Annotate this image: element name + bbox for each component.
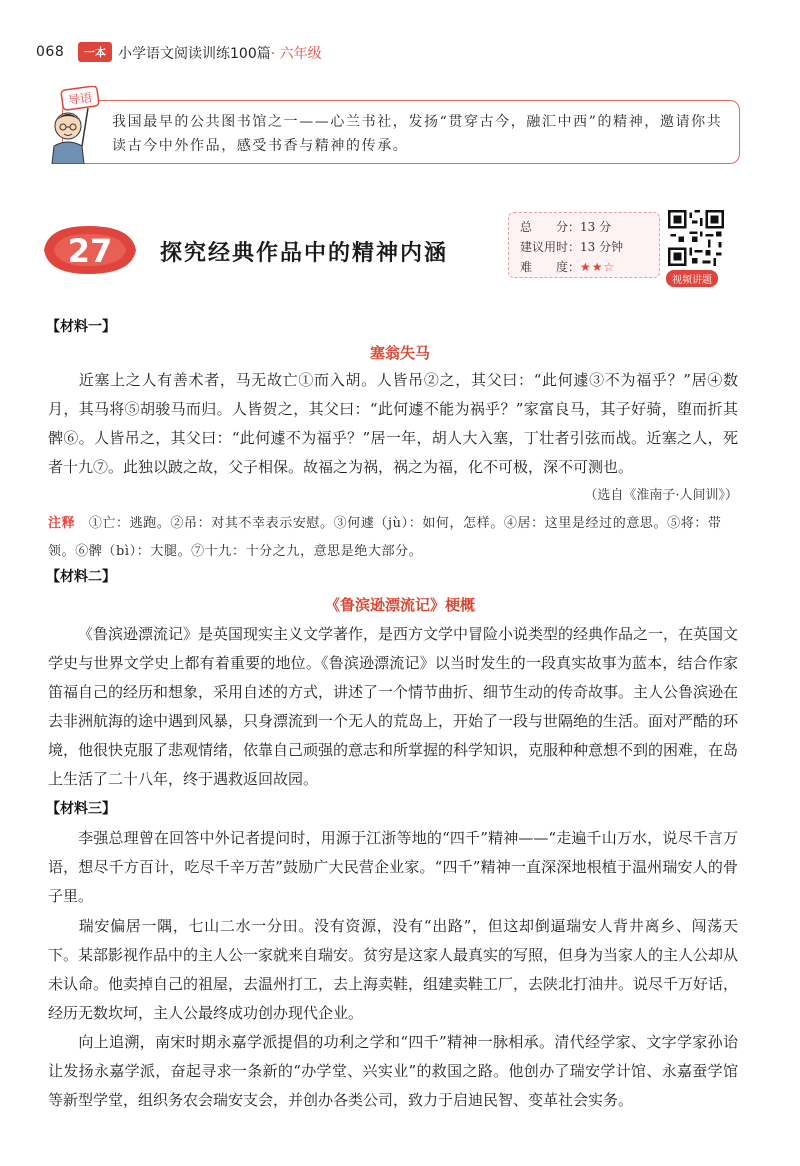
lesson-title: 探究经典作品中的精神内涵	[160, 241, 449, 266]
teacher-avatar-icon	[46, 86, 104, 164]
material2-text	[48, 620, 738, 794]
material1-notes	[48, 510, 738, 566]
time-line: 建议用时：13 分钟	[520, 240, 624, 254]
qr-code-icon[interactable]	[668, 210, 724, 266]
material3-paragraph-2-text: 瑞安偏居一隅，七山二水一分田。没有资源，没有“出路”，但这却倒逼瑞安人背井离乡、闯荡天下。某部影视作品中的主人公一家就来自瑞安。贫穷是这家人最真实的写照，但身为当家人的主人公却从未认命。他卖掉自己的祖屋，去温州打工，去上海卖鞋，组建卖鞋工厂，去陕北打油井。说尽千万好话，经历无数坎坷，主人公最终成功创办现代企业。	[48, 917, 739, 1022]
material3-paragraph-1-text: 李强总理曾在回答中外记者提问时，用源于江浙等地的“四千”精神——“走遍千山万水，说尽千言万语，想尽千方百计，吃尽千辛万苦”鼓励广大民营企业家。“四千”精神一直深深地根植于温州瑞安人的骨子里。	[48, 829, 738, 905]
material1-text-body: 近塞上之人有善术者，马无故亡①而入胡。人皆吊②之，其父曰：“此何遽③不为福乎？”居④数月，其马将⑤胡骏马而归。人皆贺之，其父曰：“此何遽不能为祸乎？”家富良马，其子好骑，堕而折其髀⑥。人皆吊之，其父曰：“此何遽不为福乎？”居一年，胡人大入塞，丁壮者引弦而战。近塞之人，死者十九⑦。此独以跛之故，父子相保。故福之为祸，祸之为福，化不可极，深不可测也。	[48, 371, 738, 476]
note-label: 注释	[48, 516, 76, 531]
lesson-number-badge	[40, 222, 140, 278]
material3-label: 【材料三】	[46, 801, 116, 817]
book-title	[118, 43, 322, 63]
material1-source: （选自《淮南子·人间训》）	[584, 488, 738, 503]
page-number: 068	[36, 44, 65, 60]
material3-paragraph-1	[48, 824, 738, 911]
material1-title: 塞翁失马	[369, 344, 430, 362]
book-title-text: 小学语文阅读训练100篇	[118, 46, 271, 62]
lesson-number: 27	[67, 232, 113, 270]
material2-label: 【材料二】	[46, 569, 116, 585]
guide-label: 导语	[67, 90, 94, 108]
material2-text-body: 《鲁滨逊漂流记》是英国现实主义文学著作，是西方文学中冒险小说类型的经典作品之一，在英国文学史与世界文学史上都有着重要的地位。《鲁滨逊漂流记》以当时发生的一段真实故事为蓝本，结合作家笛福自己的经历和想象，采用自述的方式，讲述了一个情节曲折、细节生动的传奇故事。主人公鲁滨逊在去非洲航海的途中遇到风暴，只身漂流到一个无人的荒岛上，开始了一段与世隔绝的生活。面对严酷的环境，他很快克服了悲观情绪，依靠自己顽强的意志和所掌握的科学知识，克服种种意想不到的困难，在岛上生活了二十八年，终于遇救返回故园。	[48, 625, 739, 788]
difficulty-label: 难 度：	[520, 260, 581, 274]
notes-text: ①亡：逃跑。②吊：对其不幸表示安慰。③何遽（jù）：如何，怎样。④居：这里是经过的意思。⑤将：带领。⑥髀（bì）：大腿。⑦十九：十分之九，意思是绝大部分。	[48, 516, 722, 559]
material1-label: 【材料一】	[46, 319, 116, 335]
material3-paragraph-2	[48, 912, 738, 1028]
material3-paragraph-3-text: 向上追溯，南宋时期永嘉学派提倡的功利之学和“四千”精神一脉相承。清代经学家、文字学家孙诒让发扬永嘉学派，奋起寻求一条新的“办学堂、兴实业”的救国之路。他创办了瑞安学计馆、永嘉蚕学馆等新型学堂，组织务农会瑞安支会，并创办各类公司，致力于启迪民智、变革社会实务。	[48, 1033, 738, 1109]
video-lecture-button[interactable]: 视频讲题	[666, 270, 718, 287]
material3-paragraph-3	[48, 1028, 738, 1115]
guide-text: 我国最早的公共图书馆之一——心兰书社，发扬“贯穿古今，融汇中西”的精神，邀请你共读古今中外作品，感受书香与精神的传承。	[112, 114, 723, 154]
difficulty-line	[520, 258, 615, 275]
score-line: 总 分：13 分	[520, 220, 612, 234]
grade-label: · 六年级	[270, 46, 322, 62]
brand-badge: 一本	[78, 42, 112, 62]
material2-title: 《鲁滨逊漂流记》梗概	[324, 596, 475, 614]
difficulty-stars: ★★☆	[580, 260, 616, 274]
material1-text	[48, 366, 738, 482]
